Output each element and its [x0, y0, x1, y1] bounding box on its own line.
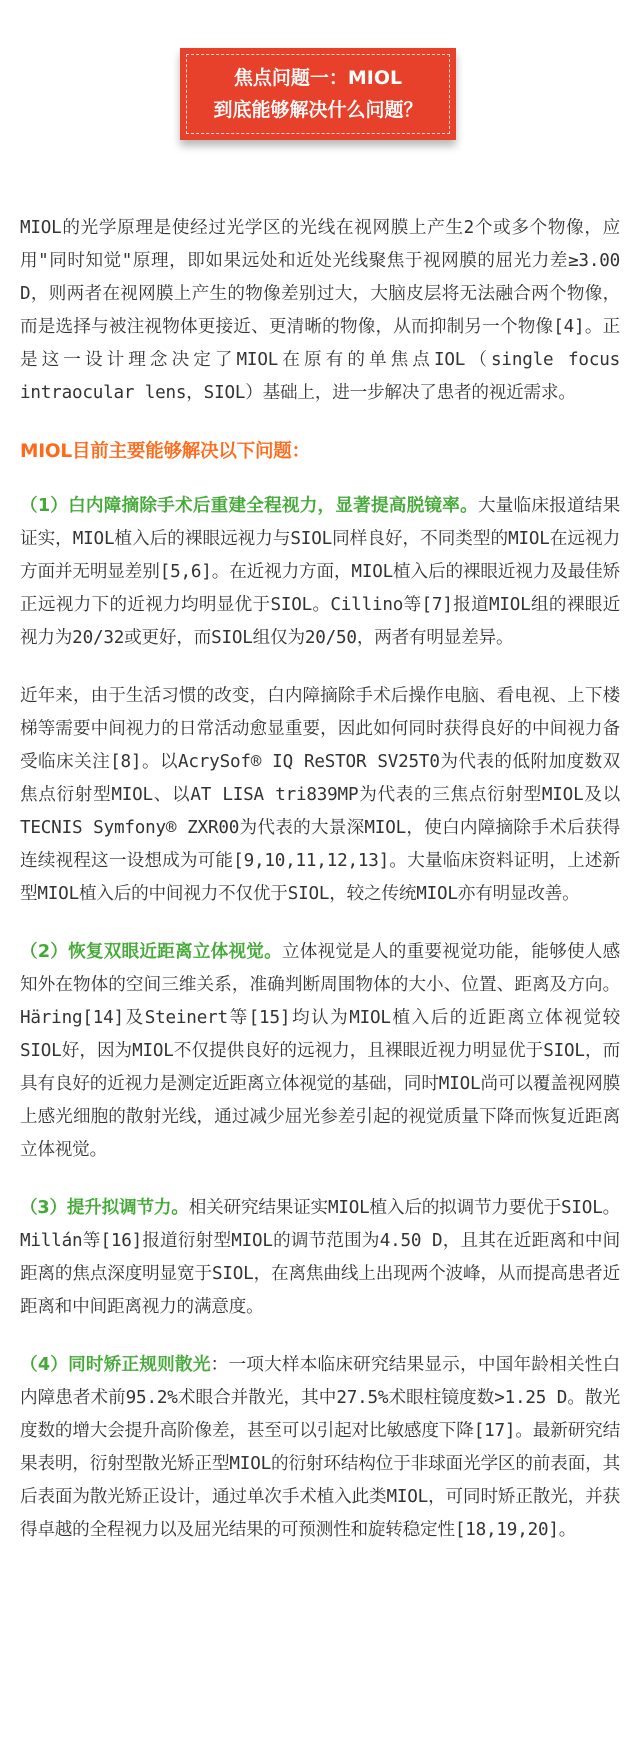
point-4-title: （4）同时矫正规则散光 — [20, 1355, 211, 1375]
point-3-body: 相关研究结果证实MIOL植入后的拟调节力要优于SIOL。Millán等[16]报道衍射型MIOL的调节范围为4.50 D，且其在近距离和中间距离的焦点深度明显宽于SIOL，在离焦曲线上出现两个波峰，从而提高患者近距离和中间距离视力的满意度。 — [20, 1198, 620, 1317]
point-4-body: ：一项大样本临床研究结果显示，中国年龄相关性白内障患者术前95.2%术眼合并散光，其中27.5%术眼柱镜度数>1.25 D。散光度数的增大会提升高阶像差，甚至可以引起对比敏感度下降[17]。最新研究结果表明，衍射型散光矫正型MIOL的衍射环结构位于非球面光学区的前表面，其后表面为散光矫正设计，通过单次手术植入此类MIOL，可同时矫正散光，并获得卓越的全程视力以及屈光结果的可预测性和旋转稳定性[18,19,20]。 — [20, 1355, 621, 1540]
point-2-paragraph — [20, 936, 620, 1167]
point-2-title: （2）恢复双眼近距离立体视觉。 — [20, 942, 282, 962]
point-1-paragraph — [20, 490, 620, 655]
title-line-1: 焦点问题一：MIOL — [233, 67, 403, 89]
point-3-paragraph — [20, 1192, 620, 1324]
point-4-paragraph — [20, 1349, 620, 1547]
article-body — [20, 212, 620, 1572]
point-3-title: （3）提升拟调节力。 — [20, 1198, 189, 1218]
point-1-body: 大量临床报道结果证实，MIOL植入后的裸眼远视力与SIOL同样良好，不同类型的MIOL在远视力方面并无明显差别[5,6]。在近视力方面，MIOL植入后的裸眼近视力及最佳矫正远视力下的近视力均明显优于SIOL。Cillino等[7]报道MIOL组的裸眼近视力为20/32或更好，而SIOL组仅为20/50，两者有明显差异。 — [20, 496, 621, 648]
section-heading: MIOL目前主要能够解决以下问题： — [20, 441, 310, 462]
point-2-body: 立体视觉是人的重要视觉功能，能够使人感知外在物体的空间三维关系，准确判断周围物体的大小、位置、距离及方向。Häring[14]及Steinert等[15]均认为MIOL植入后的近距离立体视觉较SIOL好，因为MIOL不仅提供良好的远视力，且裸眼近视力明显优于SIOL，而具有良好的近视力是测定近距离立体视觉的基础，同时MIOL尚可以覆盖视网膜上感光细胞的散射光线，通过减少屈光参差引起的视觉质量下降而恢复近距离立体视觉。 — [20, 942, 621, 1160]
point-1-title: （1）白内障摘除手术后重建全程视力，显著提高脱镜率。 — [20, 496, 478, 516]
title-line-2: 到底能够解决什么问题？ — [213, 99, 423, 121]
middle-paragraph: 近年来，由于生活习惯的改变，白内障摘除手术后操作电脑、看电视、上下楼梯等需要中间视力的日常活动愈显重要，因此如何同时获得良好的中间视力备受临床关注[8]。以AcrySof® IQ ReSTOR SV25T0为代表的低附加度数双焦点衍射型MIOL、以AT LISA tri839MP为代表的三焦点衍射型MIOL及以TECNIS Symfony® ZXR00为代表的大景深MIOL，使白内障摘除手术后获得连续视程这一设想成为可能[9,10,11,12,13]。大量临床资料证明，上述新型MIOL植入后的中间视力不仅优于SIOL，较之传统MIOL亦有明显改善。 — [20, 686, 620, 904]
title-banner-border — [186, 54, 450, 134]
intro-paragraph: MIOL的光学原理是使经过光学区的光线在视网膜上产生2个或多个物像，应用"同时知觉"原理，即如果远处和近处光线聚焦于视网膜的屈光力差≥3.00 D，则两者在视网膜上产生的物像差别过大，大脑皮层将无法融合两个物像，而是选择与被注视物体更接近、更清晰的物像，从而抑制另一个物像[4]。正是这一设计理念决定了MIOL在原有的单焦点IOL（single focus intraocular lens，SIOL）基础上，进一步解决了患者的视近需求。 — [20, 218, 620, 403]
title-banner — [180, 48, 456, 140]
